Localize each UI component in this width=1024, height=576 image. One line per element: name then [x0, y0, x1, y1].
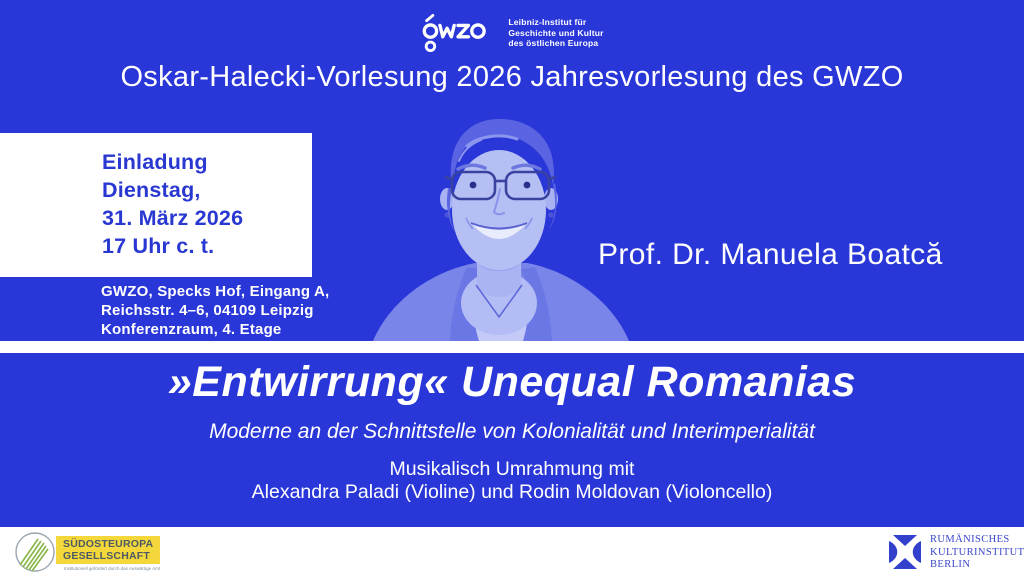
suedosteuropa-gesellschaft-logo [12, 529, 212, 576]
invitation-line: Dienstag, [102, 178, 201, 202]
rki-name [930, 534, 1024, 572]
venue-line: GWZO, Specks Hof, Eingang A, [101, 283, 330, 300]
lecture-title: »Entwirrung« Unequal Romanias [167, 358, 857, 406]
invitation-text [102, 148, 243, 260]
divider-stripe [0, 341, 1024, 353]
gwzo-wordmark-icon [420, 12, 496, 54]
music-intro: Musikalisch Umrahmung mit [389, 458, 635, 480]
invitation-line: Einladung [102, 150, 208, 174]
venue-line: Konferenzraum, 4. Etage [101, 321, 282, 338]
institute-line: Leibniz-Institut für [508, 17, 587, 28]
page-title: Oskar-Halecki-Vorlesung 2026 Jahresvorlesung des GWZO [120, 61, 904, 93]
portrait-photo [363, 113, 639, 341]
rki-name-line: RUMÄNISCHES [930, 534, 1010, 545]
rki-name-line: KULTURINSTITUT [930, 546, 1024, 558]
gwzo-institute-name [508, 17, 603, 49]
rki-name-line: BERLIN [930, 559, 971, 570]
rumaenisches-kulturinstitut-logo [888, 533, 1024, 575]
venue-address [101, 282, 329, 339]
sog-funding-caption: Institutionell gefördert durch das Auswärtige Amt [63, 566, 161, 571]
venue-line: Reichsstr. 4–6, 04109 Leipzig [101, 302, 314, 319]
sog-name-plate [56, 536, 160, 564]
sog-name-line: SÜDOSTEUROPA [63, 538, 154, 550]
invitation-line: 17 Uhr c. t. [102, 234, 215, 258]
speaker-name: Prof. Dr. Manuela Boatcă [598, 238, 943, 271]
lecture-subtitle: Moderne an der Schnittstelle von Kolonialität und Interimperialität [209, 420, 815, 443]
music-performers: Alexandra Paladi (Violine) und Rodin Moldovan (Violoncello) [251, 481, 773, 503]
sog-name-line: GESELLSCHAFT [63, 550, 150, 562]
institute-line: des östlichen Europa [508, 38, 599, 49]
gwzo-logo [0, 8, 1024, 58]
footer-bar [0, 527, 1024, 576]
rki-emblem-icon [888, 535, 922, 569]
invitation-line: 31. März 2026 [102, 206, 244, 230]
institute-line: Geschichte und Kultur [508, 27, 604, 38]
invitation-box [0, 133, 312, 277]
